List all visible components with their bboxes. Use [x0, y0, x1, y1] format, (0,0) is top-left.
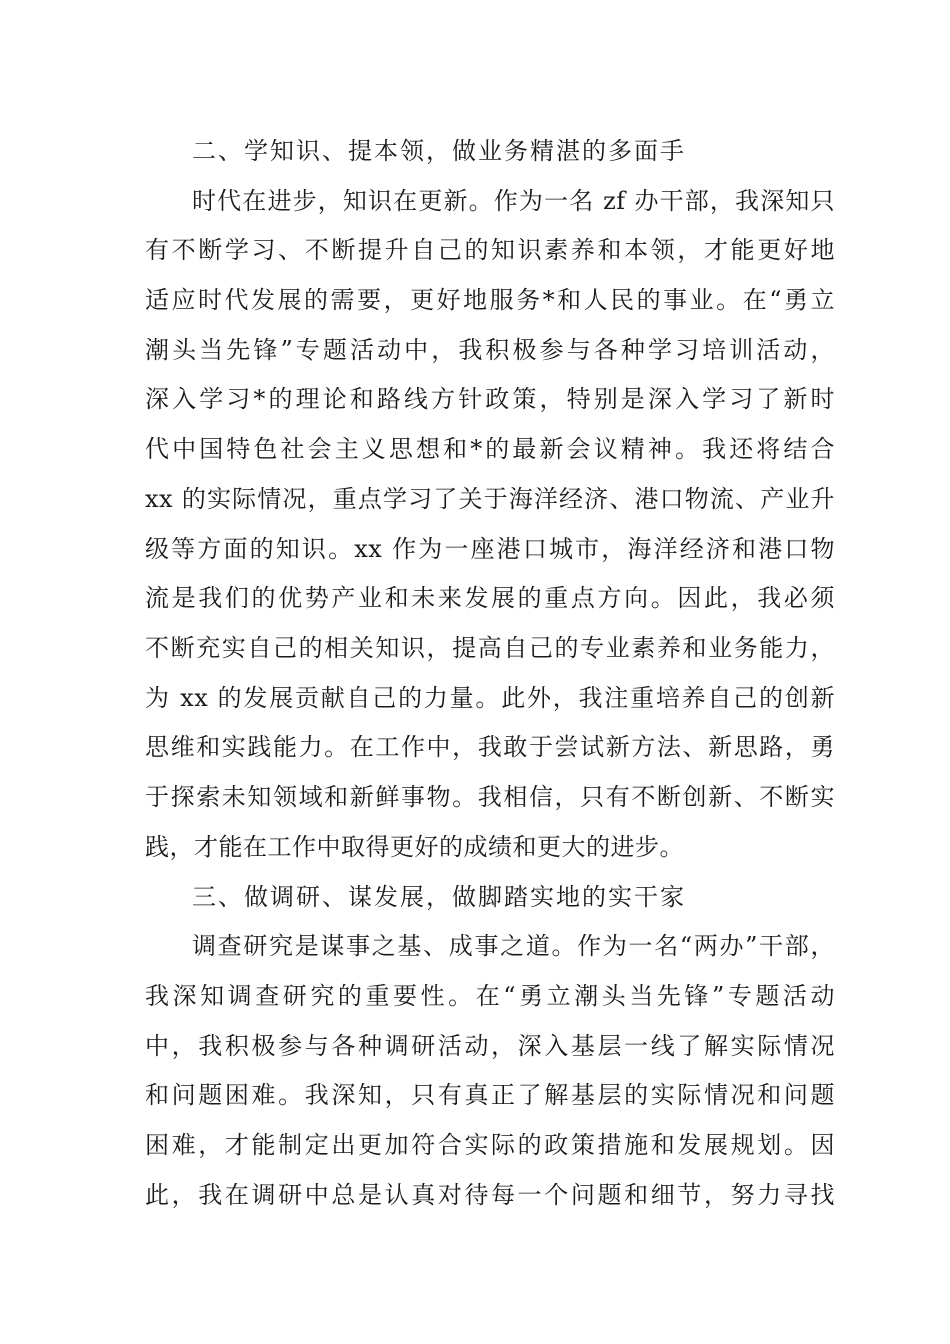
paragraph-line: 于探索未知领域和新鲜事物。我相信，只有不断创新、不断实: [145, 783, 835, 811]
paragraph-line: 践，才能在工作中取得更好的成绩和更大的进步。: [145, 833, 684, 861]
paragraph-line: 调查研究是谋事之基、成事之道。作为一名“两办”干部，: [192, 932, 835, 960]
paragraph-line: 潮头当先锋”专题活动中，我积极参与各种学习培训活动，: [145, 336, 835, 364]
paragraph-line: 级等方面的知识。xx 作为一座港口城市，海洋经济和港口物: [145, 535, 835, 563]
paragraph-line: 流是我们的优势产业和未来发展的重点方向。因此，我必须: [145, 584, 835, 612]
paragraph-line: 深入学习*的理论和路线方针政策，特别是深入学习了新时: [145, 385, 835, 413]
paragraph-line: 中，我积极参与各种调研活动，深入基层一线了解实际情况: [145, 1032, 835, 1060]
paragraph-line: 困难，才能制定出更加符合实际的政策措施和发展规划。因: [145, 1131, 835, 1159]
paragraph-line: 不断充实自己的相关知识，提高自己的专业素养和业务能力，: [145, 634, 835, 662]
section-heading-2: 二、学知识、提本领，做业务精湛的多面手: [192, 137, 686, 165]
paragraph-line: 我深知调查研究的重要性。在“勇立潮头当先锋”专题活动: [145, 982, 835, 1010]
paragraph-line: 适应时代发展的需要，更好地服务*和人民的事业。在“勇立: [145, 286, 835, 314]
paragraph-line: 代中国特色社会主义思想和*的最新会议精神。我还将结合: [145, 435, 835, 463]
paragraph-line: 此，我在调研中总是认真对待每一个问题和细节，努力寻找: [145, 1181, 835, 1209]
paragraph-line: 思维和实践能力。在工作中，我敢于尝试新方法、新思路，勇: [145, 733, 835, 761]
paragraph-line: xx 的实际情况，重点学习了关于海洋经济、港口物流、产业升: [145, 485, 835, 513]
paragraph-line: 时代在进步，知识在更新。作为一名 zf 办干部，我深知只: [192, 187, 835, 215]
paragraph-line: 有不断学习、不断提升自己的知识素养和本领，才能更好地: [145, 236, 835, 264]
section-heading-3: 三、做调研、谋发展，做脚踏实地的实干家: [192, 883, 686, 911]
paragraph-line: 为 xx 的发展贡献自己的力量。此外，我注重培养自己的创新: [145, 684, 835, 712]
paragraph-line: 和问题困难。我深知，只有真正了解基层的实际情况和问题: [145, 1081, 835, 1109]
